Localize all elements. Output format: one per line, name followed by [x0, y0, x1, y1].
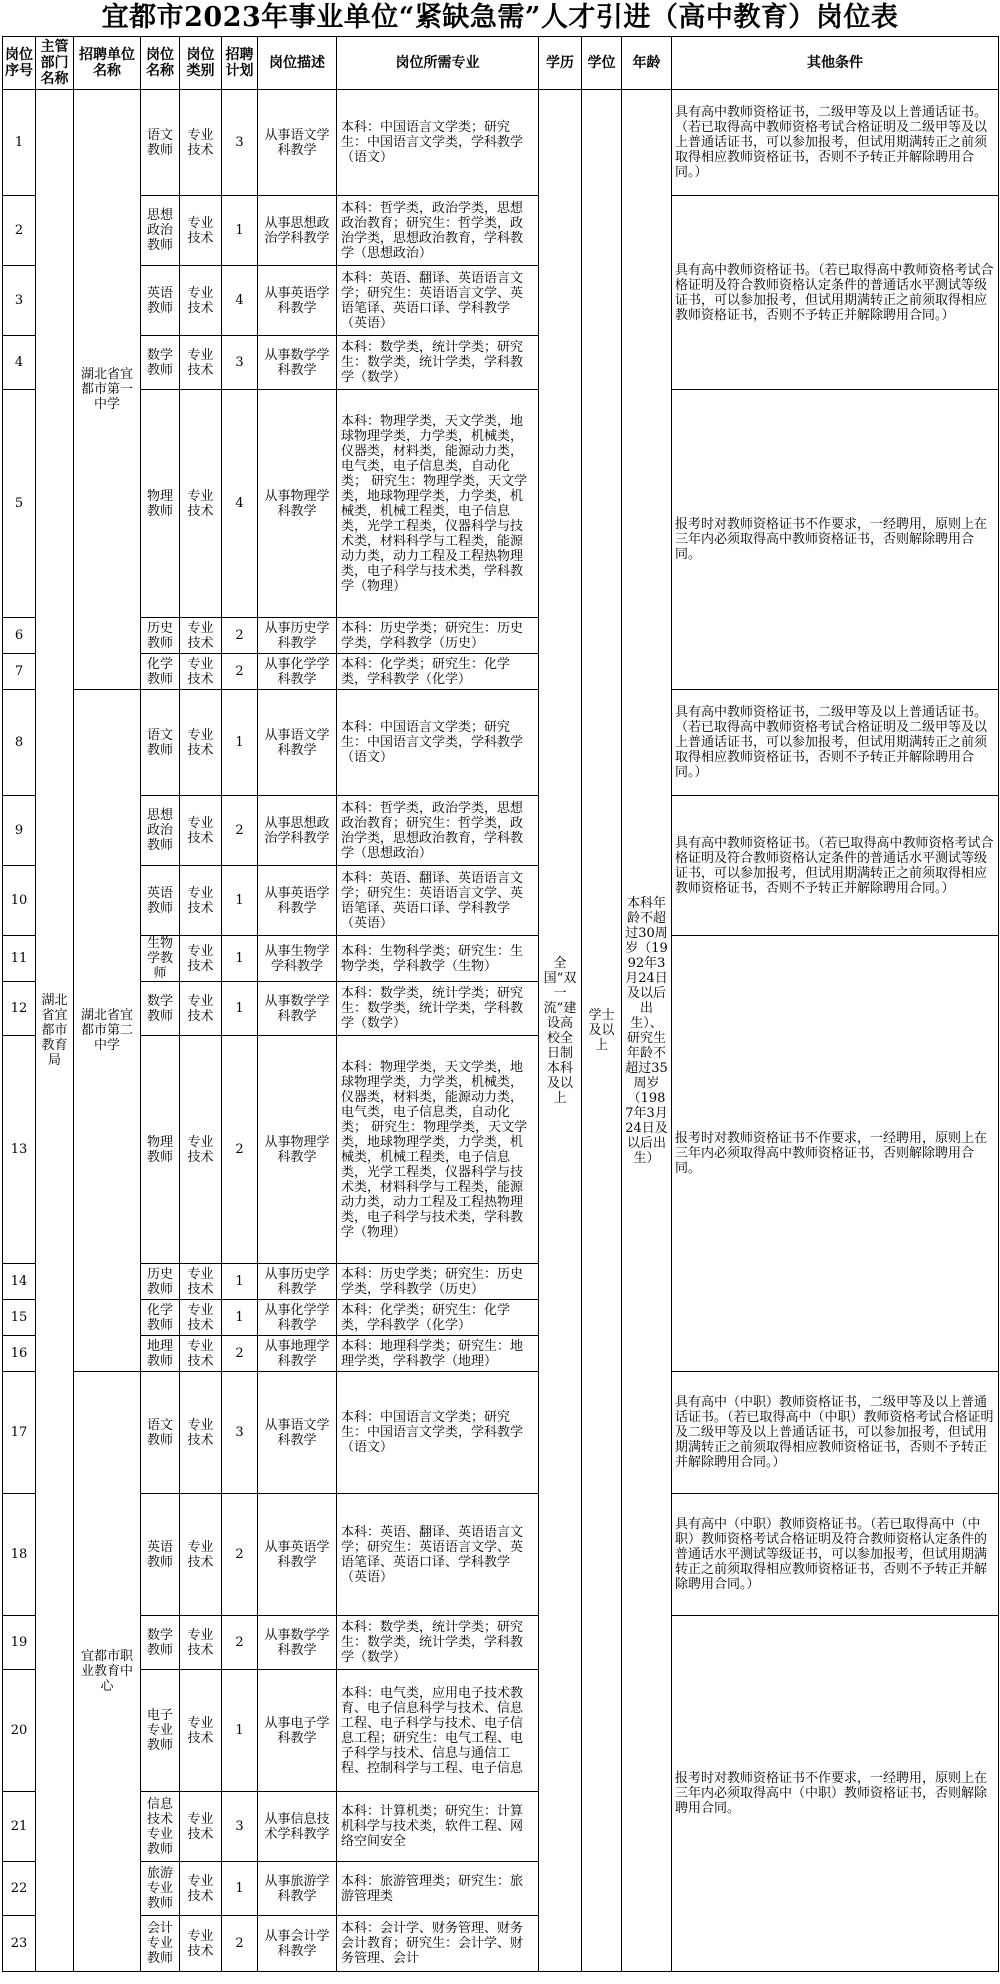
position-type: 专业技术: [180, 1494, 222, 1616]
table-row: [3, 390, 999, 618]
header-cell: 岗位描述: [258, 37, 337, 90]
department-cell: 湖北省宜都市教育局: [36, 90, 74, 1972]
position-type: 专业技术: [180, 1336, 222, 1372]
position-type: 专业技术: [180, 90, 222, 196]
header-cell: 学位: [582, 37, 622, 90]
position-plan: 2: [222, 654, 258, 690]
position-plan: 1: [222, 1300, 258, 1336]
position-major: 本科：哲学类，政治学类，思想政治教育；研究生：哲学类，政治学类，思想政治教育，学科教学（思想政治）: [337, 196, 539, 266]
header-cell: 岗位序号: [3, 37, 36, 90]
row-number: 1: [3, 90, 36, 196]
position-major: 本科：化学类；研究生：化学类，学科教学（化学）: [337, 1300, 539, 1336]
position-major: 本科：中国语言文学类；研究生：中国语言文学类，学科教学（语文）: [337, 90, 539, 196]
page-title: 宜都市2023年事业单位“紧缺急需”人才引进（高中教育）岗位表: [101, 2, 899, 33]
header-cell: 岗位名称: [141, 37, 180, 90]
position-plan: 1: [222, 690, 258, 796]
row-number: 20: [3, 1670, 36, 1792]
header-cell: 主管部门名称: [36, 37, 74, 90]
position-major: 本科：中国语言文学类；研究生：中国语言文学类，学科教学（语文）: [337, 690, 539, 796]
position-desc: 从事物理学科教学: [258, 390, 337, 618]
position-name: 语文教师: [141, 90, 180, 196]
row-number: 5: [3, 390, 36, 618]
header-cell: 招聘计划: [222, 37, 258, 90]
position-name: 旅游专业教师: [141, 1862, 180, 1916]
condition-cell: 报考时对教师资格证书不作要求，一经聘用，原则上在三年内必须取得高中（中职）教师资格证书，否则解除聘用合同。: [672, 1616, 999, 1972]
position-desc: 从事英语学科教学: [258, 1494, 337, 1616]
table-row: [3, 196, 999, 266]
position-type: 专业技术: [180, 866, 222, 936]
row-number: 22: [3, 1862, 36, 1916]
row-number: 7: [3, 654, 36, 690]
position-type: 专业技术: [180, 1300, 222, 1336]
position-name: 数学教师: [141, 1616, 180, 1670]
position-name: 思想政治教师: [141, 796, 180, 866]
row-number: 4: [3, 336, 36, 390]
position-type: 专业技术: [180, 1670, 222, 1792]
position-name: 物理教师: [141, 1036, 180, 1264]
position-type: 专业技术: [180, 690, 222, 796]
education-cell: 全国“双一流”建设高校全日制本科及以上: [539, 90, 582, 1972]
row-number: 12: [3, 982, 36, 1036]
position-desc: 从事电子学科教学: [258, 1670, 337, 1792]
row-number: 11: [3, 936, 36, 982]
position-plan: 1: [222, 866, 258, 936]
position-desc: 从事生物学学科教学: [258, 936, 337, 982]
condition-cell: 具有高中（中职）教师资格证书。（若已取得高中（中职）教师资格考试合格证明及符合教师资格认定条件的普通话水平测试等级证书，可以参加报考，但试用期满转正之前须取得相应教师资格证书，否则不予转正并解除聘用合同。）: [672, 1494, 999, 1616]
position-name: 数学教师: [141, 336, 180, 390]
position-desc: 从事数学学科教学: [258, 982, 337, 1036]
position-name: 信息技术专业教师: [141, 1792, 180, 1862]
position-name: 生物学教师: [141, 936, 180, 982]
header-cell: 其他条件: [672, 37, 999, 90]
condition-cell: 具有高中教师资格证书。（若已取得高中教师资格考试合格证明及符合教师资格认定条件的普通话水平测试等级证书，可以参加报考，但试用期满转正之前须取得相应教师资格证书，否则不予转正并解除聘用合同。）: [672, 796, 999, 936]
position-name: 会计专业教师: [141, 1916, 180, 1972]
position-desc: 从事英语学科教学: [258, 866, 337, 936]
position-type: 专业技术: [180, 618, 222, 654]
position-name: 物理教师: [141, 390, 180, 618]
position-plan: 4: [222, 266, 258, 336]
position-plan: 2: [222, 1616, 258, 1670]
position-name: 地理教师: [141, 1336, 180, 1372]
position-type: 专业技术: [180, 936, 222, 982]
position-major: 本科：历史学类；研究生：历史学类，学科教学（历史）: [337, 618, 539, 654]
unit-cell: 宜都市职业教育中心: [74, 1372, 141, 1972]
condition-cell: 具有高中教师资格证书。（若已取得高中教师资格考试合格证明及符合教师资格认定条件的普通话水平测试等级证书，可以参加报考，但试用期满转正之前须取得相应教师资格证书，否则不予转正并解除聘用合同。）: [672, 196, 999, 390]
position-major: 本科：旅游管理类；研究生：旅游管理类: [337, 1862, 539, 1916]
position-major: 本科：英语、翻译、英语语言文学；研究生：英语语言文学、英语笔译、英语口译、学科教学（英语）: [337, 1494, 539, 1616]
position-plan: 3: [222, 1792, 258, 1862]
unit-cell: 湖北省宜都市第一中学: [74, 90, 141, 690]
position-type: 专业技术: [180, 1036, 222, 1264]
row-number: 6: [3, 618, 36, 654]
position-desc: 从事思想政治学科教学: [258, 796, 337, 866]
position-major: 本科：英语、翻译、英语语言文学；研究生：英语语言文学、英语笔译、英语口译、学科教学（英语）: [337, 866, 539, 936]
table-row: [3, 1616, 999, 1670]
position-major: 本科：电气类，应用电子技术教育、电子信息科学与技术、信息工程、电子科学与技术、电子信息工程；研究生：电气工程、电子科学与技术、信息与通信工程、控制科学与工程、电子信息: [337, 1670, 539, 1792]
position-type: 专业技术: [180, 654, 222, 690]
row-number: 19: [3, 1616, 36, 1670]
position-major: 本科：数学类，统计学类；研究生：数学类，统计学类，学科教学（数学）: [337, 982, 539, 1036]
position-name: 化学教师: [141, 654, 180, 690]
position-desc: 从事地理学科教学: [258, 1336, 337, 1372]
position-plan: 3: [222, 1372, 258, 1494]
position-plan: 3: [222, 90, 258, 196]
position-plan: 3: [222, 336, 258, 390]
position-plan: 1: [222, 196, 258, 266]
age-cell: 本科年龄不超过30周岁（1992年3月24日及以后出生）、研究生年龄不超过35周岁（1987年3月24日及以后出生）: [622, 90, 672, 1972]
row-number: 9: [3, 796, 36, 866]
position-major: 本科：物理学类，天文学类，地球物理学类，力学类，机械类，仪器类，材料类，能源动力类，电气类，电子信息类，自动化类； 研究生：物理学类，天文学类，地球物理学类，力学类，机械类，机械工程类，电子信息类，光学工程类，仪器科学与技术类，材料科学与工程类，能源动力类，动力工程及工程热物理类，电子科学与技术类，学科教学（物理）: [337, 390, 539, 618]
recruitment-table: [2, 36, 999, 1972]
condition-cell: 具有高中教师资格证书，二级甲等及以上普通话证书。（若已取得高中教师资格考试合格证明及二级甲等及以上普通话证书，可以参加报考，但试用期满转正之前须取得相应教师资格证书，否则不予转正并解除聘用合同。）: [672, 690, 999, 796]
degree-cell: 学士及以上: [582, 90, 622, 1972]
position-name: 历史教师: [141, 618, 180, 654]
unit-cell: 湖北省宜都市第二中学: [74, 690, 141, 1372]
row-number: 3: [3, 266, 36, 336]
position-type: 专业技术: [180, 1862, 222, 1916]
position-desc: 从事数学学科教学: [258, 1616, 337, 1670]
position-major: 本科：中国语言文学类；研究生：中国语言文学类，学科教学（语文）: [337, 1372, 539, 1494]
table-row: [3, 1494, 999, 1616]
header-cell: 岗位类别: [180, 37, 222, 90]
header-cell: 年龄: [622, 37, 672, 90]
row-number: 16: [3, 1336, 36, 1372]
position-desc: 从事信息技术学科教学: [258, 1792, 337, 1862]
row-number: 14: [3, 1264, 36, 1300]
row-number: 10: [3, 866, 36, 936]
position-plan: 2: [222, 1336, 258, 1372]
position-type: 专业技术: [180, 1916, 222, 1972]
condition-cell: 具有高中（中职）教师资格证书，二级甲等及以上普通话证书。（若已取得高中（中职）教师资格考试合格证明及二级甲等及以上普通话证书，可以参加报考，但试用期满转正之前须取得相应教师资格证书，否则不予转正并解除聘用合同。）: [672, 1372, 999, 1494]
position-plan: 2: [222, 618, 258, 654]
row-number: 18: [3, 1494, 36, 1616]
header-cell: 招聘单位名称: [74, 37, 141, 90]
position-desc: 从事思想政治学科教学: [258, 196, 337, 266]
position-type: 专业技术: [180, 1372, 222, 1494]
position-major: 本科：数学类，统计学类；研究生：数学类，统计学类，学科教学（数学）: [337, 336, 539, 390]
table-header-row: [3, 37, 999, 90]
position-name: 思想政治教师: [141, 196, 180, 266]
position-plan: 1: [222, 1264, 258, 1300]
position-type: 专业技术: [180, 982, 222, 1036]
position-desc: 从事语文学科教学: [258, 690, 337, 796]
position-major: 本科：地理科学类；研究生：地理学类，学科教学（地理）: [337, 1336, 539, 1372]
header-cell: 岗位所需专业: [337, 37, 539, 90]
position-plan: 2: [222, 1494, 258, 1616]
position-major: 本科：会计学、财务管理、财务会计教育；研究生：会计学、财务管理、会计: [337, 1916, 539, 1972]
position-plan: 2: [222, 1916, 258, 1972]
position-type: 专业技术: [180, 1792, 222, 1862]
position-desc: 从事语文学科教学: [258, 1372, 337, 1494]
table-row: [3, 1372, 999, 1494]
table-row: [3, 690, 999, 796]
position-plan: 1: [222, 982, 258, 1036]
position-name: 英语教师: [141, 866, 180, 936]
position-desc: 从事化学学科教学: [258, 654, 337, 690]
condition-cell: 报考时对教师资格证书不作要求，一经聘用，原则上在三年内必须取得高中教师资格证书，否则解除聘用合同。: [672, 936, 999, 1372]
position-plan: 1: [222, 1670, 258, 1792]
position-name: 语文教师: [141, 690, 180, 796]
position-name: 历史教师: [141, 1264, 180, 1300]
position-name: 化学教师: [141, 1300, 180, 1336]
position-desc: 从事会计学科教学: [258, 1916, 337, 1972]
row-number: 15: [3, 1300, 36, 1336]
position-name: 电子专业教师: [141, 1670, 180, 1792]
position-desc: 从事历史学科教学: [258, 618, 337, 654]
position-name: 数学教师: [141, 982, 180, 1036]
position-plan: 2: [222, 1036, 258, 1264]
position-name: 语文教师: [141, 1372, 180, 1494]
position-major: 本科：化学类；研究生：化学类，学科教学（化学）: [337, 654, 539, 690]
row-number: 2: [3, 196, 36, 266]
position-major: 本科：历史学类；研究生：历史学类，学科教学（历史）: [337, 1264, 539, 1300]
position-desc: 从事数学学科教学: [258, 336, 337, 390]
condition-cell: 报考时对教师资格证书不作要求，一经聘用，原则上在三年内必须取得高中教师资格证书，否则解除聘用合同。: [672, 390, 999, 690]
row-number: 8: [3, 690, 36, 796]
position-type: 专业技术: [180, 796, 222, 866]
position-desc: 从事旅游学科教学: [258, 1862, 337, 1916]
position-desc: 从事历史学科教学: [258, 1264, 337, 1300]
position-type: 专业技术: [180, 196, 222, 266]
position-major: 本科：物理学类，天文学类，地球物理学类，力学类，机械类，仪器类，材料类，能源动力类，电气类，电子信息类，自动化类； 研究生：物理学类，天文学类，地球物理学类，力学类，机械类，机械工程类，电子信息类，光学工程类，仪器科学与技术类，材料科学与工程类，能源动力类，动力工程及工程热物理类，电子科学与技术类，学科教学（物理）: [337, 1036, 539, 1264]
condition-cell: 具有高中教师资格证书，二级甲等及以上普通话证书。（若已取得高中教师资格考试合格证明及二级甲等及以上普通话证书，可以参加报考，但试用期满转正之前须取得相应教师资格证书，否则不予转正并解除聘用合同。）: [672, 90, 999, 196]
row-number: 21: [3, 1792, 36, 1862]
position-plan: 1: [222, 936, 258, 982]
position-plan: 2: [222, 796, 258, 866]
position-plan: 1: [222, 1862, 258, 1916]
position-major: 本科：哲学类，政治学类，思想政治教育；研究生：哲学类，政治学类，思想政治教育，学科教学（思想政治）: [337, 796, 539, 866]
position-type: 专业技术: [180, 336, 222, 390]
position-major: 本科：计算机类；研究生：计算机科学与技术类，软件工程、网络空间安全: [337, 1792, 539, 1862]
position-name: 英语教师: [141, 1494, 180, 1616]
position-desc: 从事化学学科教学: [258, 1300, 337, 1336]
position-type: 专业技术: [180, 390, 222, 618]
position-major: 本科：英语、翻译、英语语言文学；研究生：英语语言文学、英语笔译、英语口译、学科教学（英语）: [337, 266, 539, 336]
row-number: 13: [3, 1036, 36, 1264]
position-type: 专业技术: [180, 1264, 222, 1300]
table-row: [3, 90, 999, 196]
table-row: [3, 936, 999, 982]
position-major: 本科：生物科学类；研究生：生物学类，学科教学（生物）: [337, 936, 539, 982]
row-number: 23: [3, 1916, 36, 1972]
position-major: 本科：数学类，统计学类；研究生：数学类，统计学类，学科教学（数学）: [337, 1616, 539, 1670]
header-cell: 学历: [539, 37, 582, 90]
position-type: 专业技术: [180, 1616, 222, 1670]
position-type: 专业技术: [180, 266, 222, 336]
position-desc: 从事英语学科教学: [258, 266, 337, 336]
table-row: [3, 796, 999, 866]
position-desc: 从事语文学科教学: [258, 90, 337, 196]
position-plan: 4: [222, 390, 258, 618]
position-desc: 从事物理学科教学: [258, 1036, 337, 1264]
position-name: 英语教师: [141, 266, 180, 336]
row-number: 17: [3, 1372, 36, 1494]
